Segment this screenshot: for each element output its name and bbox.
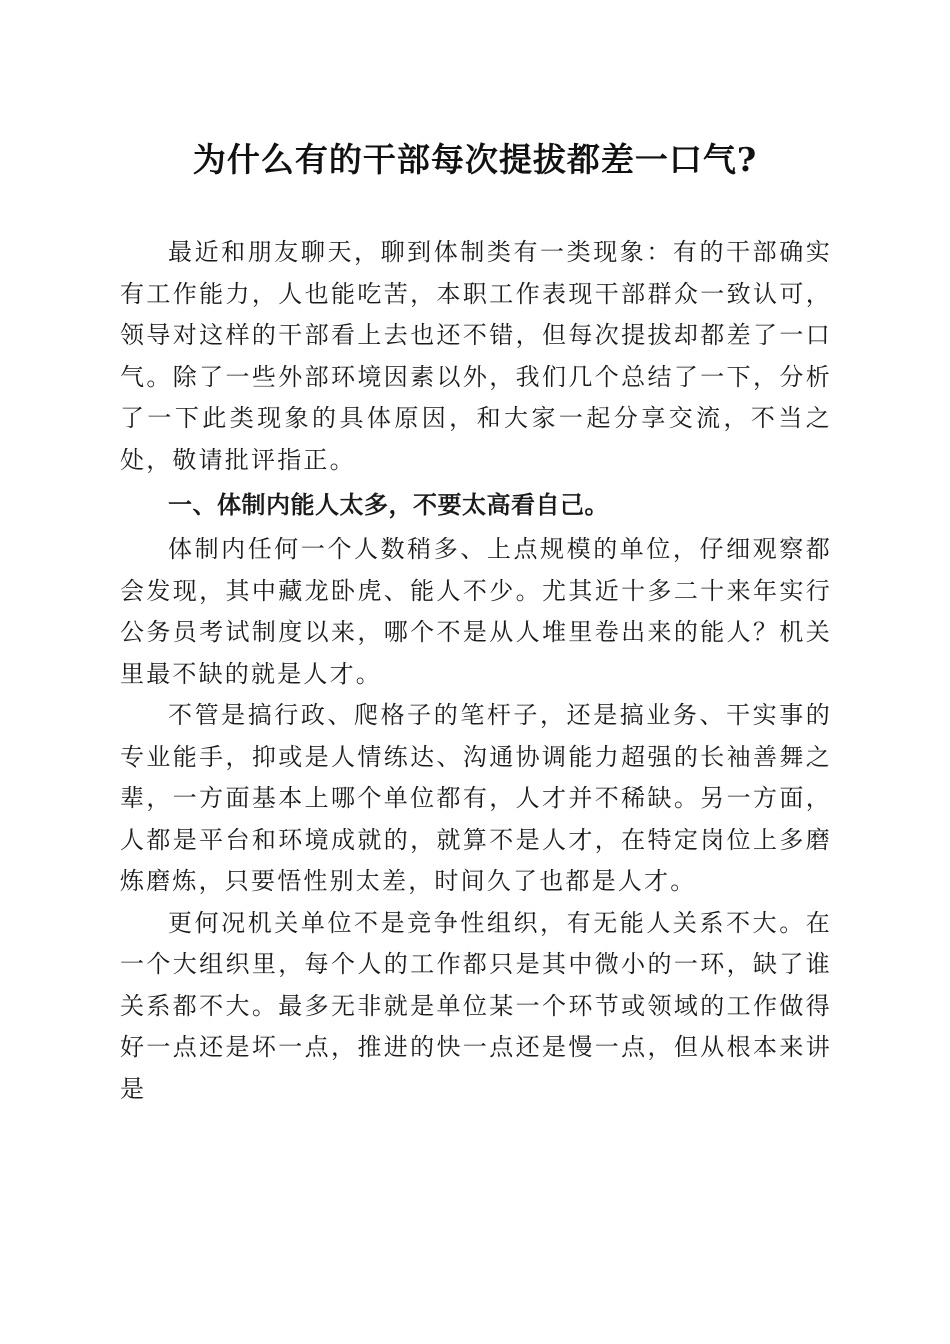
paragraph-4: 更何况机关单位不是竞争性组织，有无能人关系不大。在一个大组织里，每个人的工作都只是其中微小的一环，缺了谁关系都不大。最多无非就是单位某一个环节或领域的工作做得好一点还是坏一点，推进的快一点还是慢一点，但从根本来讲是 bbox=[120, 908, 832, 1103]
section-heading-1: 一、体制内能人太多，不要太高看自己。 bbox=[168, 491, 609, 519]
paragraph-3: 不管是搞行政、爬格子的笔杆子，还是搞业务、干实事的专业能手，抑或是人情练达、沟通协调能力超强的长袖善舞之辈，一方面基本上哪个单位都有，人才并不稀缺。另一方面，人都是平台和环境成就的，就算不是人才，在特定岗位上多磨炼磨炼，只要悟性别太差，时间久了也都是人才。 bbox=[120, 701, 832, 895]
paragraph-intro: 最近和朋友聊天，聊到体制类有一类现象：有的干部确实有工作能力，人也能吃苦，本职工作表现干部群众一致认可，领导对这样的干部看上去也还不错，但每次提拔却都差了一口气。除了一些外部环境因素以外，我们几个总结了一下，分析了一下此类现象的具体原因，和大家一起分享交流，不当之处，敬请批评指正。 bbox=[120, 238, 832, 474]
document-body bbox=[120, 232, 832, 1110]
document-title: 为什么有的干部每次提拔都差一口气? bbox=[192, 140, 758, 179]
paragraph-2: 体制内任何一个人数稍多、上点规模的单位，仔细观察都会发现，其中藏龙卧虎、能人不少。尤其近十多二十来年实行公务员考试制度以来，哪个不是从人堆里卷出来的能人？机关里最不缺的就是人才。 bbox=[120, 535, 832, 688]
